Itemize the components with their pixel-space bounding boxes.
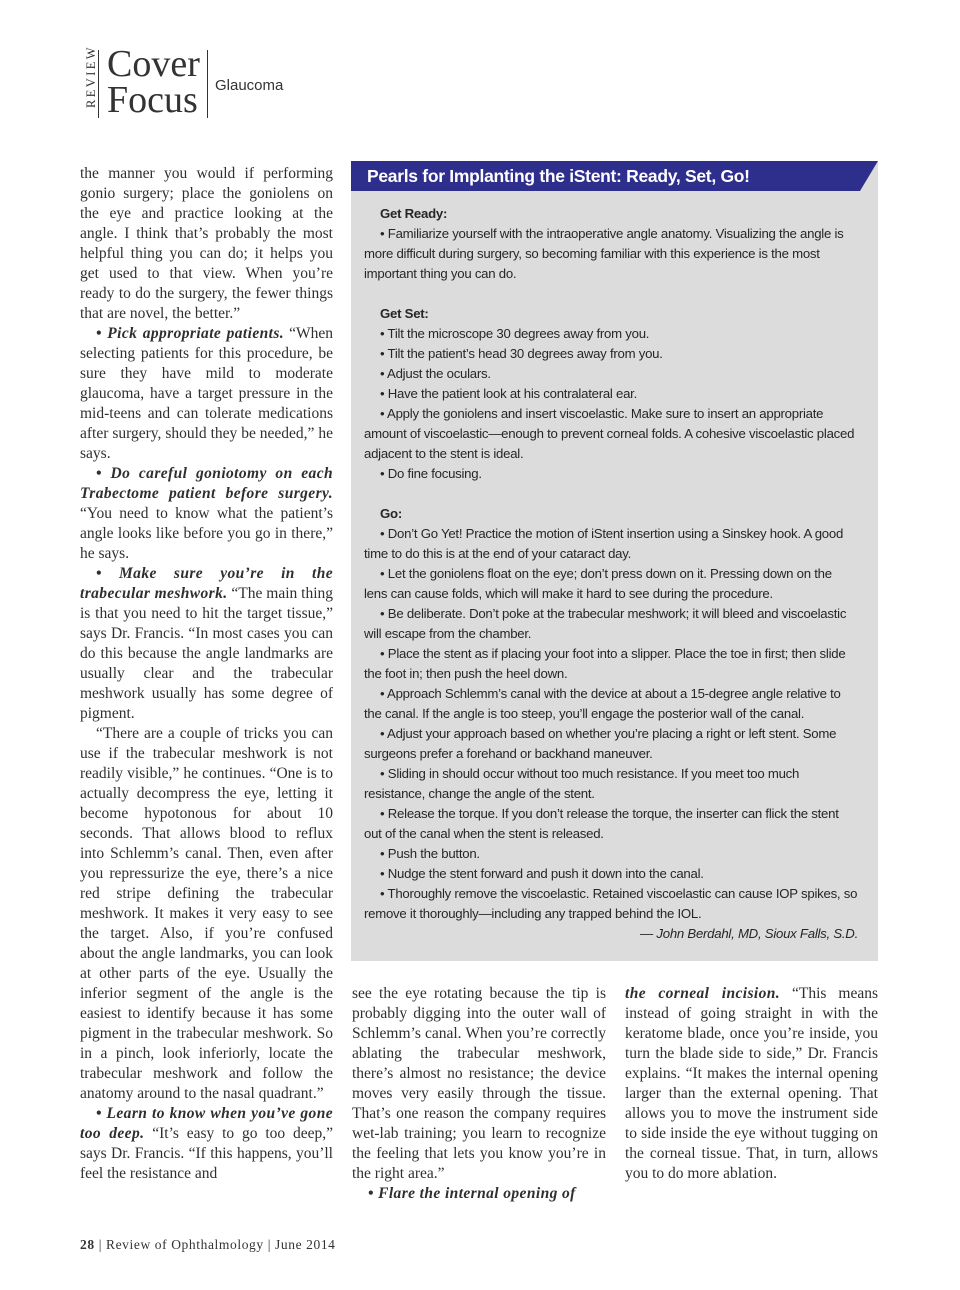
go-heading: Go: [380,506,402,521]
list-item: • Apply the goniolens and insert viscoelastic. Make sure to insert an appropriate amount of viscoelastic—enough to prevent corneal folds. A cohesive viscoelastic placed adjacent to the stent is ideal. [364,406,855,461]
list-item: • Place the stent as if placing your foot into a slipper. Place the toe in first; then slide the foot in; then push the heel down. [364,646,846,681]
tip-text: “You need to know what the patient’s angle looks like before you go in there,” he says. [80,505,333,562]
title-line-focus: Focus [107,79,198,121]
paragraph [625,984,878,1184]
tip-heading: the corneal incision. [625,985,781,1002]
list-item: • Push the button. [380,846,480,861]
list-item: • Thoroughly remove the viscoelastic. Retained viscoelastic can cause IOP spikes, so remove it thoroughly—including any trapped behind the IOL. [364,886,858,921]
section-name: Glaucoma [215,77,284,94]
review-label: REVIEW [84,45,98,108]
paragraph: the manner you would if performing gonio surgery; place the goniolens on the eye and practice looking at the angle. I think that’s probably the most helpful thing you can do; it helps you get used to that view. When you’re ready to do the surgery, the fewer things that are novel, the better.” [80,165,333,322]
tip-heading: • Learn to know when you’ve gone too deep. [80,1105,333,1142]
header-divider-left [98,50,99,118]
left-column [80,164,333,1210]
sidebar-title-bar [351,161,878,191]
tip-text: “The main thing is that you need to hit the target tissue,” says Dr. Francis. “In most cases you can do this because the angle landmarks are usually clear and the trabecular meshwork usually has some degree of pigment. [80,585,333,722]
paragraph: “There are a couple of tricks you can use if the trabecular meshwork is not readily visible,” he continues. “One is to actually decompress the eye, letting it become hypotonous for about 10 seconds. That allows blood to reflux into Schlemm’s canal. Then, even after you repressurize the eye, there’s a nice red stripe defining the trabecular meshwork. It makes it very easy to see the target. Also, if you’re confused about the angle landmarks, you can look at other parts of the eye. Usually the inferior segment of the angle is the easiest to identify because it has some pigment in the trabecular meshwork. So in a pinch, look inferiorly, locate the trabecular meshwork and follow the anatomy around to the nasal quadrant.” [80,725,333,1102]
list-item: • Tilt the microscope 30 degrees away from you. [380,326,650,341]
get-set-heading: Get Set: [380,306,429,321]
paragraph [80,324,333,464]
journal-name: Review of Ophthalmology [105,1237,264,1252]
sidebar-title: Pearls for Implanting the iStent: Ready, Set, Go! [367,166,750,186]
footer-separator: | [98,1237,106,1252]
paragraph [80,464,333,564]
tip-heading: • Pick appropriate patients. [96,325,285,342]
list-item: • Familiarize yourself with the intraoperative angle anatomy. Visualizing the angle is more difficult during surgery, so becoming familiar with this experience is the most important thing you can do. [364,226,844,281]
paragraph [80,1104,333,1184]
page-number: 28 [80,1237,95,1252]
issue-date: June 2014 [275,1237,336,1252]
list-item: • Don’t Go Yet! Practice the motion of iStent insertion using a Sinskey hook. A good time to do this is at the end of your cataract day. [364,526,844,561]
page-footer [80,1237,336,1253]
sidebar-attribution: — John Berdahl, MD, Sioux Falls, S.D. [640,926,858,941]
footer-separator: | [267,1237,276,1252]
sidebar-body [364,204,858,944]
list-item: • Have the patient look at his contralateral ear. [380,386,638,401]
list-item: • Be deliberate. Don’t poke at the trabecular meshwork; it will bleed and viscoelastic will escape from the chamber. [364,606,847,641]
paragraph: see the eye rotating because the tip is probably digging into the outer wall of Schlemm’s canal. When you’re correctly ablating the trabecular meshwork, there’s almost no resistance; the device moves very easily through the tissue. That’s one reason the company requires wet-lab training; you learn to recognize the feeling that lets you know you’re in the right area.” [352,985,606,1182]
list-item: • Do fine focusing. [380,466,482,481]
list-item: • Sliding in should occur without too much resistance. If you meet too much resistance, change the angle of the stent. [364,766,800,801]
list-item: • Adjust the oculars. [380,366,491,381]
list-item: • Adjust your approach based on whether you’re placing a right or left stent. Some surgeons prefer a forehand or backhand maneuver. [364,726,837,761]
paragraph [352,1184,606,1204]
tip-heading: • Flare the internal opening of [368,1185,576,1202]
tip-heading: • Do careful goniotomy on each Trabectome patient before surgery. [80,465,333,502]
tip-text: “When selecting patients for this procedure, be sure they have mild to moderate glaucoma, have a target pressure in the mid-teens and can tolerate medications after surgery, should they be needed,” he says. [80,325,333,462]
pearls-sidebar [351,161,878,961]
cover-focus-title [107,43,200,121]
paragraph [80,564,333,724]
tip-heading: • Make sure you’re in the trabecular meshwork. [80,565,333,602]
right-column [625,984,878,1210]
title-line-cover: Cover [107,43,200,85]
tip-text: “This means instead of going straight in with the keratome blade, once you’re inside, you turn the blade side to side,” Dr. Francis explains. “It makes the internal opening larger than the external opening. That allows you to move the instrument side to side inside the eye without tugging on the corneal tissue. That, in turn, allows you to do more ablation. [625,985,878,1182]
list-item: • Tilt the patient’s head 30 degrees away from you. [380,346,663,361]
list-item: • Nudge the stent forward and push it down into the canal. [380,866,704,881]
list-item: • Release the torque. If you don’t release the torque, the inserter can flick the stent out of the canal when the stent is released. [364,806,839,841]
tip-text: “It’s easy to go too deep,” says Dr. Francis. “If this happens, you’ll feel the resistance and [80,1125,333,1182]
list-item: • Approach Schlemm’s canal with the device at about a 15-degree angle relative to the canal. If the angle is too steep, you’ll engage the posterior wall of the canal. [364,686,841,721]
get-ready-heading: Get Ready: [380,206,448,221]
header-divider-right [207,50,208,118]
middle-column [352,984,606,1210]
list-item: • Let the goniolens float on the eye; don’t press down on it. Pressing down on the lens can cause folds, which will make it hard to see during the procedure. [364,566,832,601]
